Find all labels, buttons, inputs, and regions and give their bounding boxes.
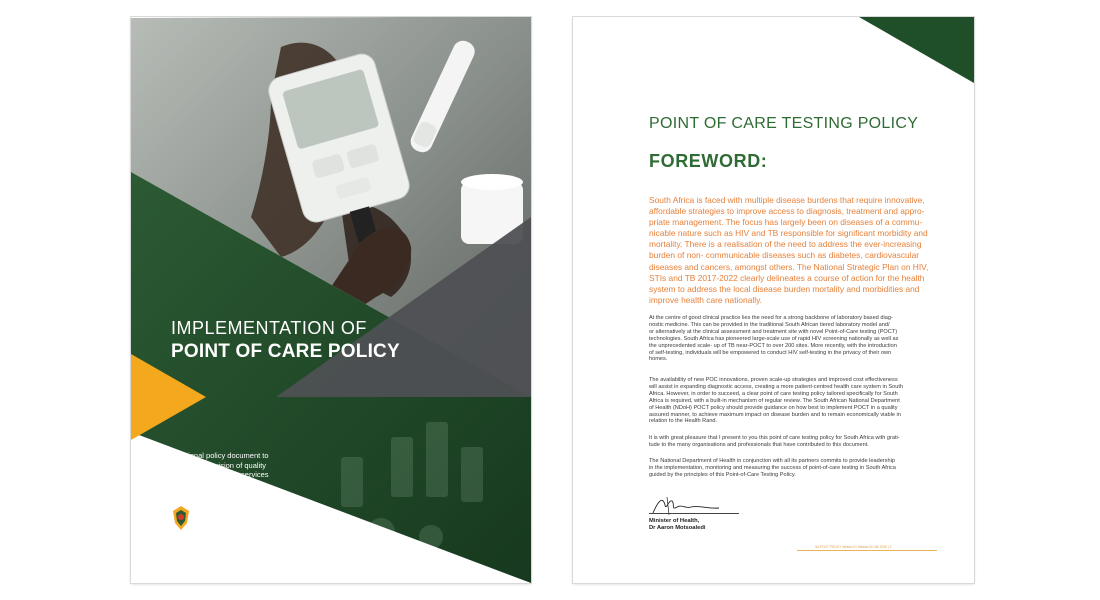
lead-line: burden of non- communicable diseases such as diabetes, cardiovascular [649, 250, 920, 261]
logo-divider [193, 518, 255, 519]
body-line: assured manner, to achieve maximum impact on disease burden and to remain economically viable in [649, 411, 901, 418]
body-paragraph-3 [649, 435, 931, 449]
foreword-page [573, 17, 974, 583]
body-line: The National Department of Health in conjunction with all its partners commits to provide leadership [649, 458, 895, 464]
body-line: the unprecedented scale- up of TB near-POCT to over 200 sites. More recently, with the introduction [649, 342, 897, 349]
lead-line: affordable strategies to improve access to diagnosis, treatment and appro- [649, 206, 925, 217]
cover-description-line: guide the provision of quality [171, 460, 267, 470]
body-line: tude to the many organisations and professionals that have contributed to this document. [649, 441, 869, 448]
coat-of-arms-icon [171, 505, 191, 531]
lead-line: improve health care nationally. [649, 294, 762, 305]
cover-description-line: Point of Care testing services [171, 470, 269, 479]
signatory-name: Dr Aaron Motsoaledi [649, 525, 706, 532]
cover-description-line: in South Africa [171, 479, 220, 489]
body-line: of Health (NDoH) POCT policy should provide guidance on how best to implement POCT in a quality [649, 404, 898, 411]
body-line: in the implementation, monitoring and measuring the success of point-of-care testing in South Africa [649, 464, 896, 471]
signatory [649, 518, 705, 532]
lead-line: mortality. There is a realisation of the need to address the ever-increasing [649, 239, 922, 250]
foreword-title: FOREWORD: [649, 151, 768, 171]
department-of-health-logo [171, 505, 271, 545]
foreword-green-corner [859, 17, 974, 83]
cover-page [131, 17, 531, 583]
body-line: nostic medicine. This can be provided in the traditional South African tiered laboratory model and/ [649, 321, 890, 328]
body-line: of self-testing, individuals will be empowered to conduct HIV self-testing in the privacy of their own [649, 349, 892, 356]
lead-line: system to address the local disease burden mortality and morbidities and [649, 283, 920, 294]
body-line: The availability of new POC innovations, proven scale-up strategies and improved cost effectiveness [649, 377, 898, 383]
body-line: Africa is required, with a built-in mechanism of regular review. The South African National Department [649, 397, 900, 404]
body-paragraph-1 [649, 315, 931, 363]
signatory-title: Minister of Health, [649, 518, 700, 524]
lead-line: South Africa is faced with multiple disease burdens that require innovative, [649, 195, 925, 205]
body-line: will assist in expanding diagnostic access, creating a more patient-centred health care system in South [649, 383, 904, 390]
logo-department-line: Department: [193, 519, 213, 523]
body-line: or alternatively at the clinical assessment and treatment site with novel Point-of-Care testing (POCT) [649, 328, 898, 335]
foreword-lead-paragraph [649, 195, 929, 306]
lead-line: STIs and TB 2017-2022 clearly delineates a course of action for the health [649, 272, 925, 283]
lead-line: nicable nature such as HIV and TB responsible for significant morbidity and [649, 228, 928, 239]
body-line: relation to the Health Rand. [649, 418, 718, 425]
lead-line: priate management. The focus has largely been on diseases of a commu- [649, 217, 923, 228]
policy-heading: POINT OF CARE TESTING POLICY [649, 115, 919, 132]
body-line: homes. [649, 356, 668, 363]
cover-title-line2: POINT OF CARE POLICY [171, 341, 400, 362]
cover-title-line1: IMPLEMENTATION OF [171, 318, 367, 338]
signature-line [649, 513, 739, 514]
body-line: guided by the principles of this Point-of-Care Testing Policy. [649, 471, 796, 478]
footer-rule [797, 550, 937, 551]
logo-country-line: REPUBLIC OF SOUTH AFRICA [193, 527, 245, 531]
body-paragraph-2 [649, 377, 931, 425]
body-line: It is with great pleasure that I present to you this point of care testing policy for South Africa with grati- [649, 435, 900, 441]
cover-description-line: A national policy document to [171, 451, 269, 460]
logo-health-line: Health [193, 523, 204, 527]
logo-wordmark: health [193, 505, 225, 517]
lead-line: diseases and cancers, amongst others. The National Strategic Plan on HIV, [649, 261, 929, 272]
body-line: Africa. However, in order to succeed, a clear point of care testing policy tailored specifically for South [649, 390, 898, 397]
page-footer: SA POCT POLICY version 01 Version 01/ 06/ 2020 | 3 [815, 545, 892, 549]
body-line: technologies. South Africa has pioneered large-scale use of rapid HIV screening nationally as well as [649, 335, 899, 342]
body-paragraph-4 [649, 458, 931, 479]
cover-artwork [131, 17, 531, 583]
body-line: At the centre of good clinical practice lies the need for a strong backbone of laboratory based diag- [649, 315, 893, 321]
cover-description [171, 451, 311, 489]
